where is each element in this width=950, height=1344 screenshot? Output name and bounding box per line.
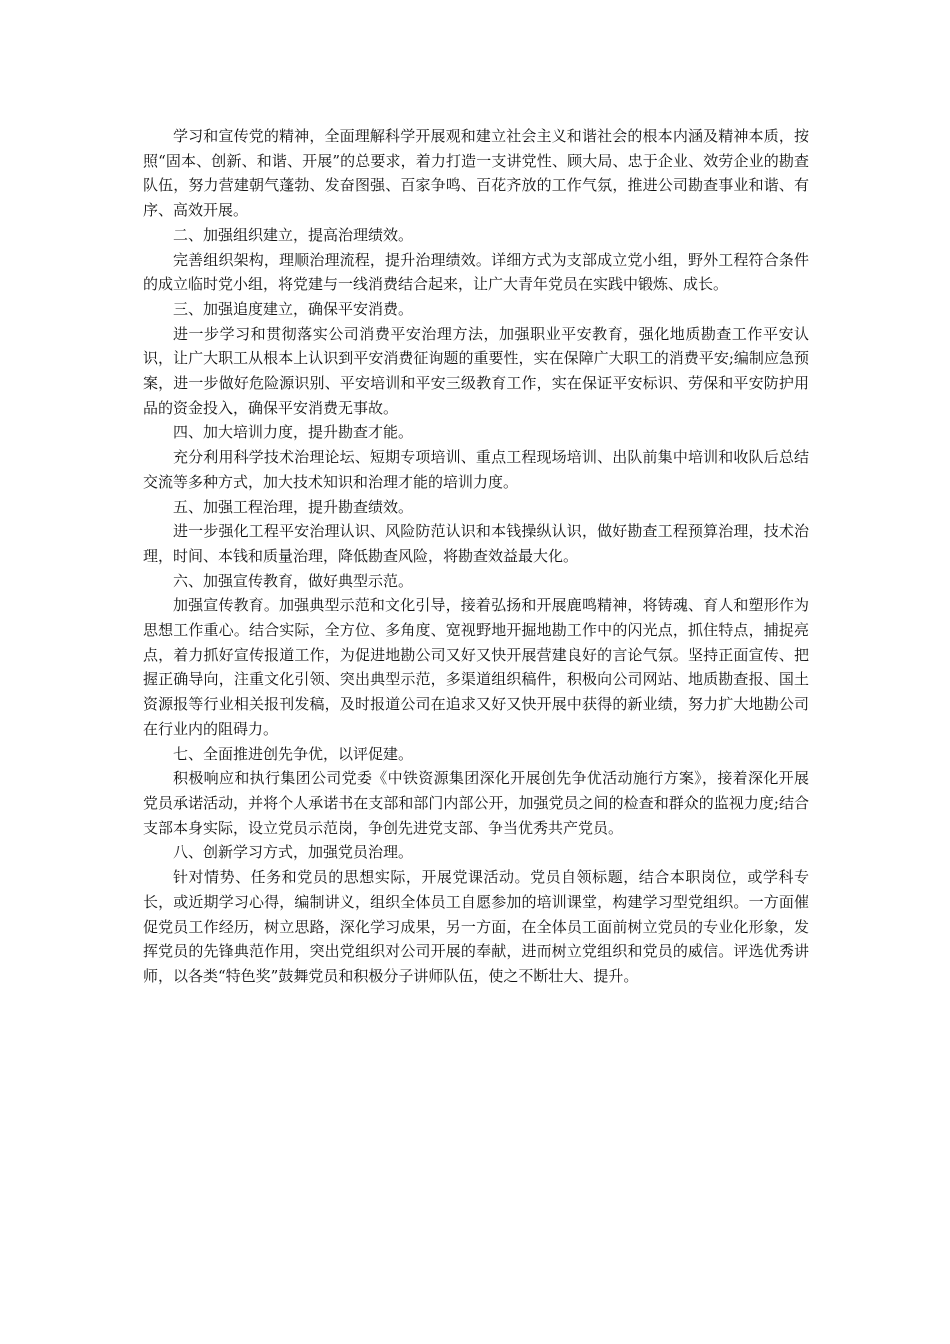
paragraph: 针对情势、任务和党员的思想实际，开展党课活动。党员自领标题，结合本职岗位，或学科专长，或近期学习心得，编制讲义，组织全体员工自愿参加的培训课堂，构建学习型党组织。一方面催促党员工作经历，树立思路，深化学习成果，另一方面，在全体员工面前树立党员的专业化形象，发挥党员的先锋典范作用，突出党组织对公司开展的奉献，进而树立党组织和党员的威信。评选优秀讲师，以各类“特色奖”鼓舞党员和积极分子讲师队伍，使之不断壮大、提升。 [143, 868, 809, 985]
paragraph: 完善组织架构，理顺治理流程，提升治理绩效。详细方式为支部成立党小组，野外工程符合条件的成立临时党小组，将党建与一线消费结合起来，让广大青年党员在实践中锻炼、成长。 [143, 250, 809, 294]
paragraph: 进一步强化工程平安治理认识、风险防范认识和本钱操纵认识，做好勘查工程预算治理，技术治理，时间、本钱和质量治理，降低勘查风险，将勘查效益最大化。 [143, 522, 809, 565]
section-heading: 三、加强追度建立，确保平安消费。 [173, 299, 414, 318]
paragraph: 加强宣传教育。加强典型示范和文化引导，接着弘扬和开展鹿鸣精神，将铸魂、育人和塑形作为思想工作重心。结合实际，全方位、多角度、宽视野地开掘地勘工作中的闪光点，抓住特点，捕捉亮点，着力抓好宣传报道工作，为促进地勘公司又好又快开展营建良好的言论气氛。坚持正面宣传、把握正确导向，注重文化引领、突出典型示范，多渠道组织稿件，积极向公司网站、地质勘查报、国土资源报等行业相关报刊发稿，及时报道公司在追求又好又快开展中获得的新业绩，努力扩大地勘公司在行业内的阻碍力。 [143, 596, 809, 738]
section-heading: 六、加强宣传教育，做好典型示范。 [173, 571, 414, 590]
paragraph: 积极响应和执行集团公司党委《中铁资源集团深化开展创先争优活动施行方案》，接着深化开展党员承诺活动，并将个人承诺书在支部和部门内部公开，加强党员之间的检查和群众的监视力度;结合支部本身实际，设立党员示范岗，争创先进党支部、争当优秀共产党员。 [143, 769, 809, 837]
section-heading: 四、加大培训力度，提升勘查才能。 [173, 423, 414, 442]
section-heading: 八、创新学习方式，加强党员治理。 [173, 843, 414, 862]
section-heading: 七、全面推进创先争优，以评促建。 [173, 744, 414, 763]
section-heading: 五、加强工程治理，提升勘查绩效。 [173, 497, 414, 516]
section-heading: 二、加强组织建立，提高治理绩效。 [173, 225, 414, 244]
paragraph: 学习和宣传党的精神，全面理解科学开展观和建立社会主义和谐社会的根本内涵及精神本质，按照“固本、创新、和谐、开展”的总要求，着力打造一支讲党性、顾大局、忠于企业、效劳企业的勘查队伍，努力营建朝气蓬勃、发奋图强、百家争鸣、百花齐放的工作气氛，推进公司勘查事业和谐、有序、高效开展。 [143, 127, 809, 220]
paragraph: 充分利用科学技术治理论坛、短期专项培训、重点工程现场培训、出队前集中培训和收队后总结交流等多种方式，加大技术知识和治理才能的培训力度。 [143, 448, 809, 491]
document-body [143, 124, 809, 989]
paragraph: 进一步学习和贯彻落实公司消费平安治理方法，加强职业平安教育，强化地质勘查工作平安认识，让广大职工从根本上认识到平安消费征询题的重要性，实在保障广大职工的消费平安;编制应急预案，进一步做好危险源识别、平安培训和平安三级教育工作，实在保证平安标识、劳保和平安防护用品的资金投入，确保平安消费无事故。 [143, 324, 809, 417]
